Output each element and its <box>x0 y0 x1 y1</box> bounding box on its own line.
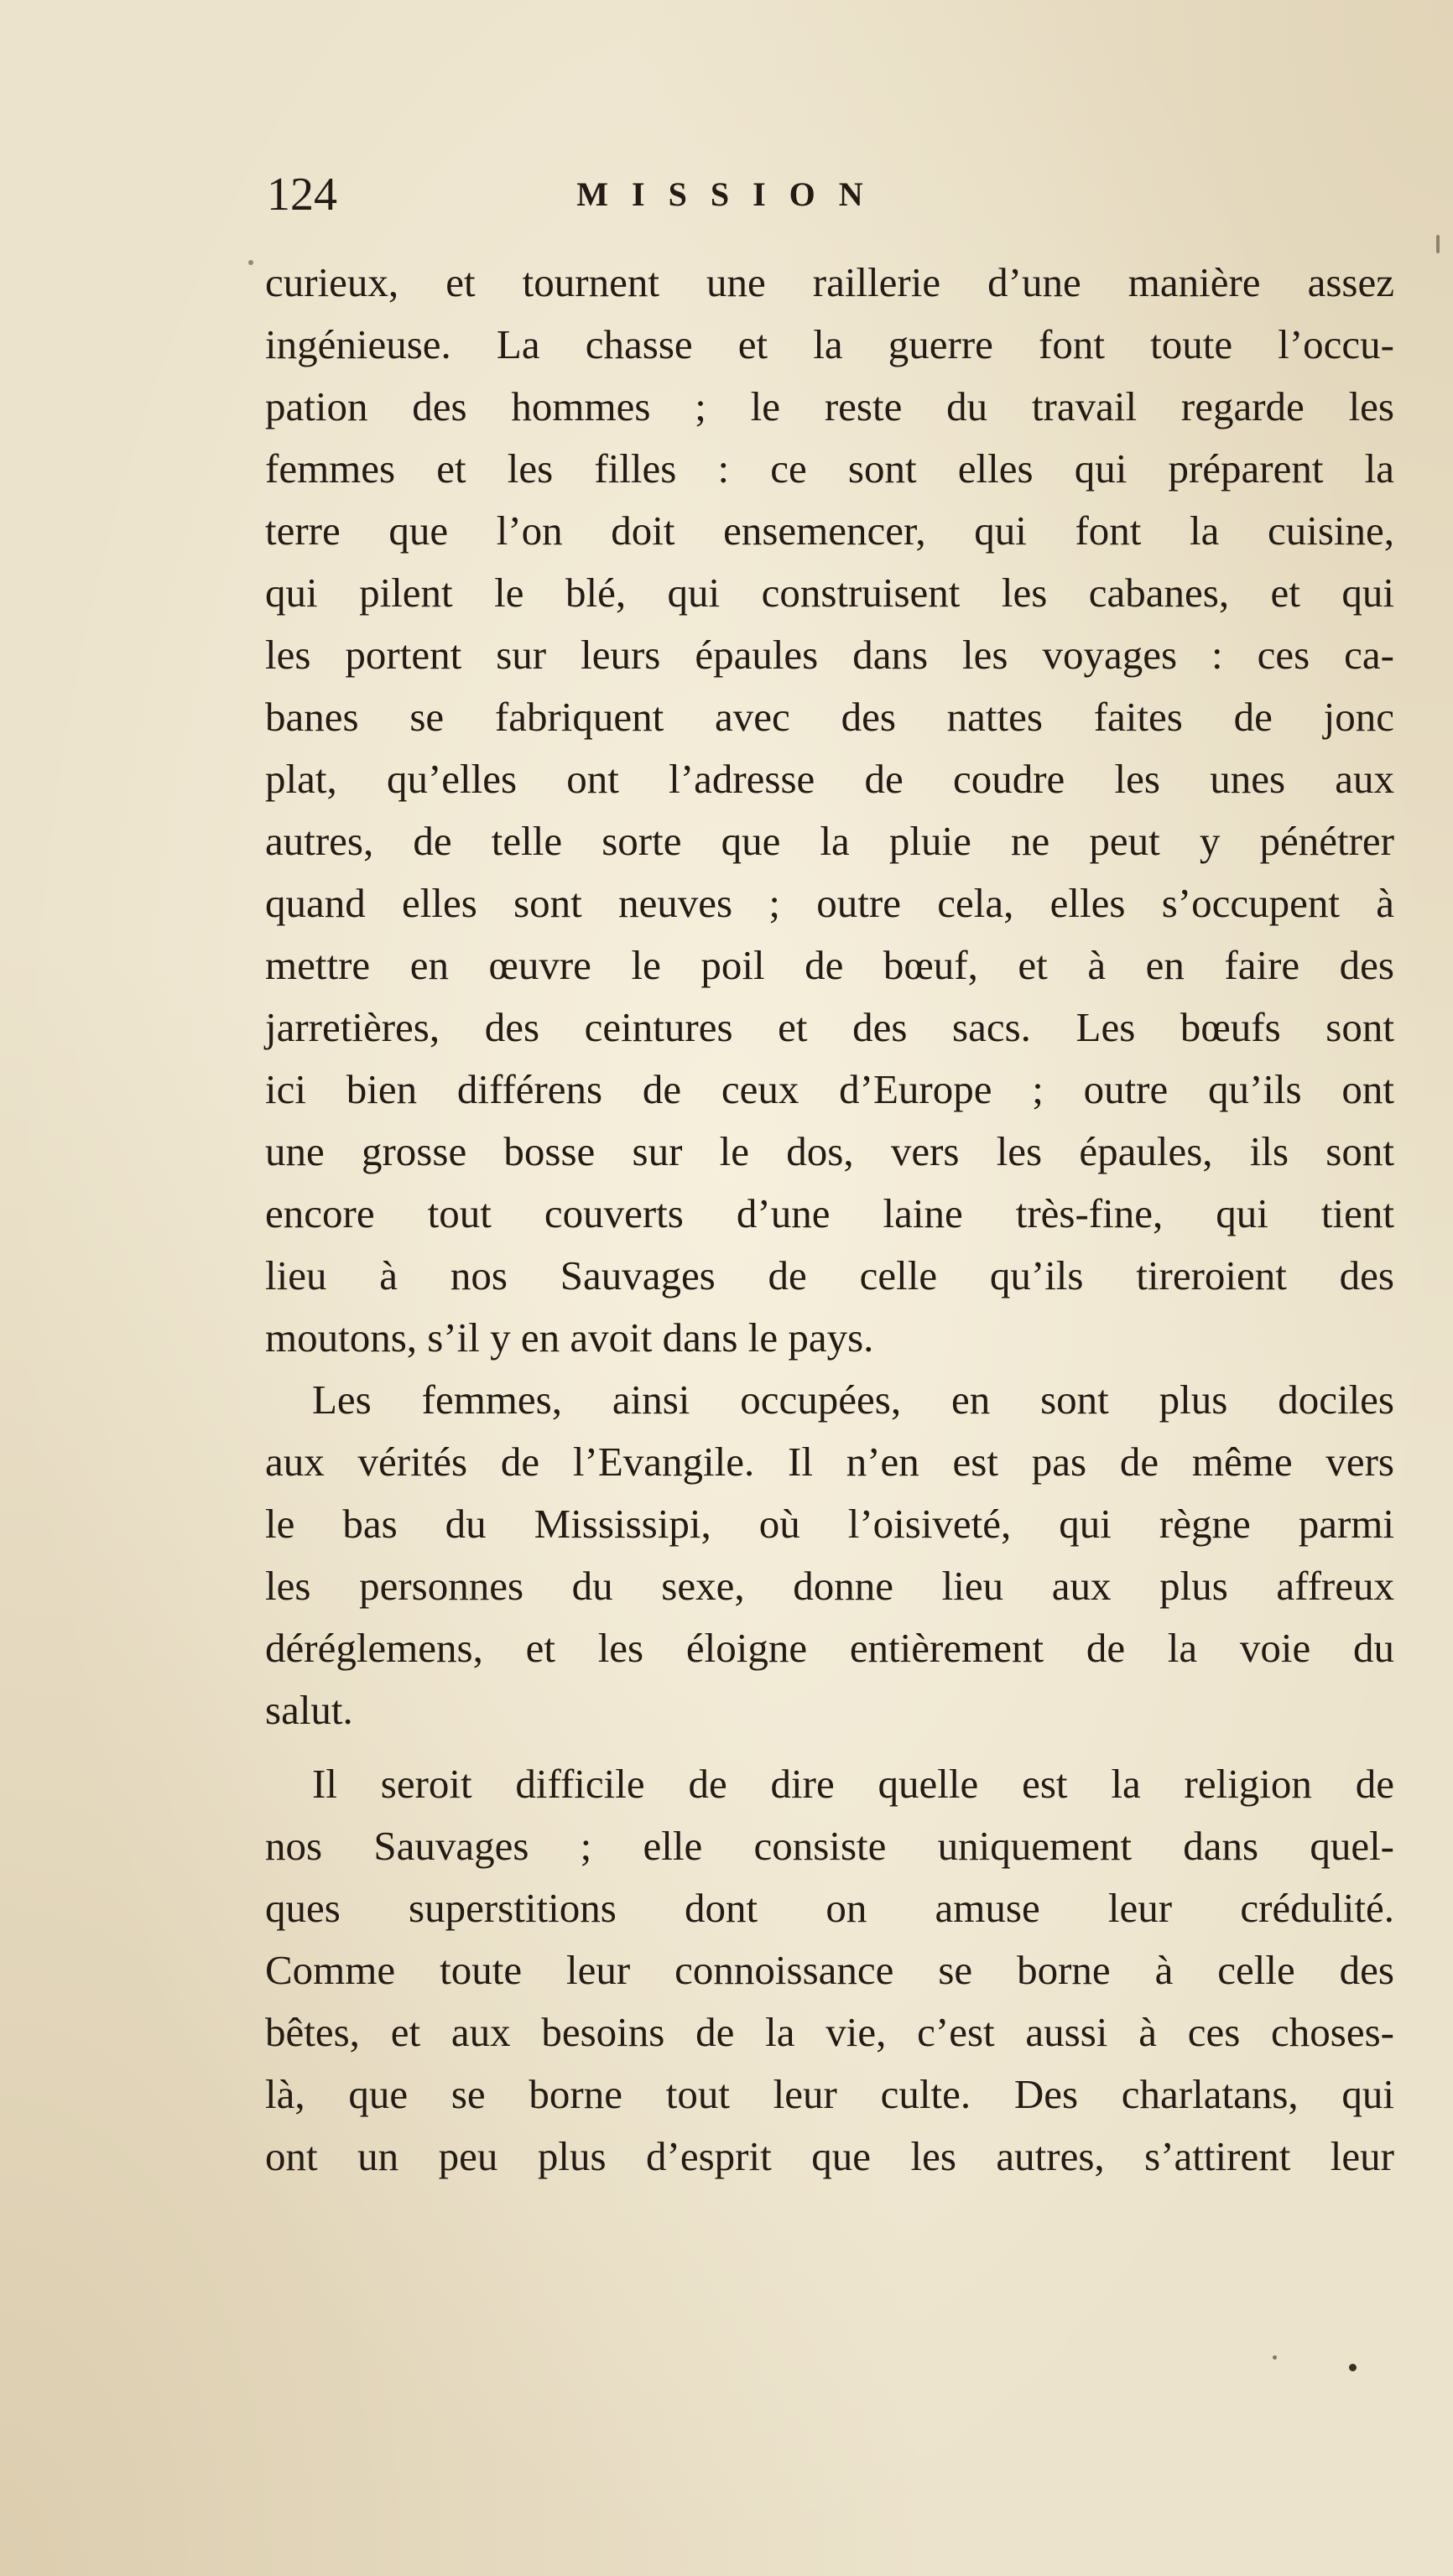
paragraph <box>265 1753 1394 2188</box>
text-line: pation des hommes ; le reste du travail regarde les <box>265 383 1394 429</box>
text-line: aux vérités de l’Evangile. Il n’en est pas de même vers <box>265 1439 1394 1485</box>
ink-speck <box>1436 235 1440 253</box>
text-line: ques superstitions dont on amuse leur crédulité. <box>265 1885 1394 1931</box>
text-line: les personnes du sexe, donne lieu aux plus affreux <box>265 1563 1394 1609</box>
text-line: Comme toute leur connoissance se borne à celle des <box>265 1947 1394 1993</box>
text-line: salut. <box>265 1687 353 1733</box>
text-line: autres, de telle sorte que la pluie ne peut y pénétrer <box>265 818 1394 864</box>
text-line: déréglemens, et les éloigne entièrement de la voie du <box>265 1625 1394 1671</box>
text-line: nos Sauvages ; elle consiste uniquement dans quel- <box>265 1823 1394 1869</box>
text-line: jarretières, des ceintures et des sacs. Les bœufs sont <box>265 1004 1394 1050</box>
text-line: Il seroit difficile de dire quelle est la religion de <box>312 1761 1394 1807</box>
text-line: banes se fabriquent avec des nattes faites de jonc <box>265 694 1394 740</box>
text-line: mettre en œuvre le poil de bœuf, et à en faire des <box>265 942 1394 988</box>
text-line: moutons, s’il y en avoit dans le pays. <box>265 1314 874 1361</box>
text-line: une grosse bosse sur le dos, vers les épaules, ils sont <box>265 1128 1394 1174</box>
page-header <box>267 161 1173 228</box>
running-head: MISSION <box>576 175 887 213</box>
text-line: bêtes, et aux besoins de la vie, c’est aussi à ces choses- <box>265 2009 1394 2055</box>
text-line: qui pilent le blé, qui construisent les cabanes, et qui <box>265 570 1394 616</box>
ink-speck <box>1349 2364 1357 2371</box>
paragraph <box>265 1369 1394 1741</box>
text-line: curieux, et tournent une raillerie d’une manière assez <box>265 259 1394 305</box>
page-number: 124 <box>267 169 337 221</box>
text-line: plat, qu’elles ont l’adresse de coudre les unes aux <box>265 756 1394 802</box>
text-line: ici bien différens de ceux d’Europe ; outre qu’ils ont <box>265 1066 1394 1112</box>
text-line: terre que l’on doit ensemencer, qui font la cuisine, <box>265 507 1394 554</box>
body-text <box>265 252 1394 2188</box>
paragraph <box>265 252 1394 1369</box>
text-line: quand elles sont neuves ; outre cela, elles s’occupent à <box>265 880 1394 926</box>
text-line: les portent sur leurs épaules dans les voyages : ces ca- <box>265 632 1394 678</box>
text-line: femmes et les filles : ce sont elles qui préparent la <box>265 445 1394 492</box>
text-line: Les femmes, ainsi occupées, en sont plus dociles <box>312 1376 1394 1423</box>
text-line: ont un peu plus d’esprit que les autres, s’attirent leur <box>265 2133 1394 2179</box>
text-line: là, que se borne tout leur culte. Des charlatans, qui <box>265 2071 1394 2117</box>
text-line: encore tout couverts d’une laine très-fine, qui tient <box>265 1190 1394 1236</box>
ink-speck <box>248 260 253 265</box>
text-line: lieu à nos Sauvages de celle qu’ils tireroient des <box>265 1252 1394 1298</box>
text-line: ingénieuse. La chasse et la guerre font toute l’occu- <box>265 321 1394 367</box>
ink-speck <box>1273 2355 1277 2360</box>
paragraph-spacing <box>265 1741 1394 1753</box>
text-line: le bas du Mississipi, où l’oisiveté, qui règne parmi <box>265 1501 1394 1547</box>
